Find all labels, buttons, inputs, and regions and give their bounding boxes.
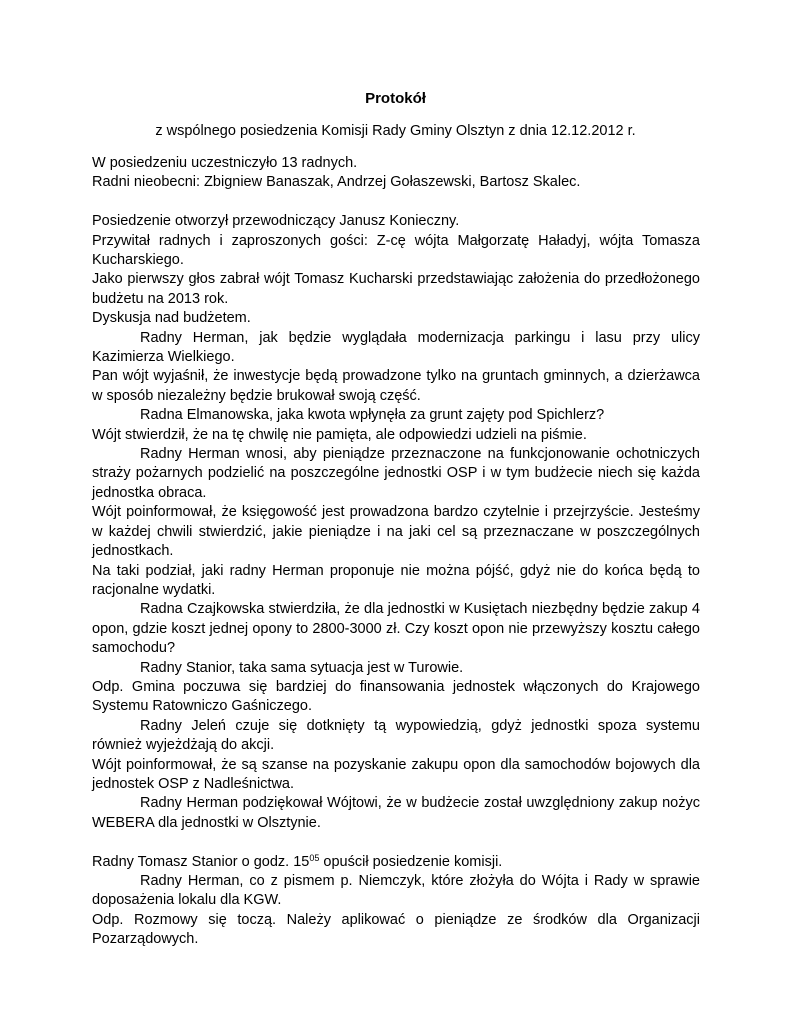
absent-councillors-paragraph: Radni nieobecni: Zbigniew Banaszak, Andrzej Gołaszewski, Bartosz Skalec.: [92, 174, 581, 191]
answer-wojt-accounting: Wójt poinformował, że księgowość jest prowadzona bardzo czytelnie i przejrzyście. Jesteśmy w każdej chwili stwierdzić, jakie pieniądze i na jaki cel są przeznaczane w poszczególnych jednostkach.: [92, 504, 700, 560]
time-minutes-superscript: 05: [309, 852, 320, 863]
discussion-paragraph: Dyskusja nad budżetem.: [92, 310, 251, 327]
spacer: [92, 193, 700, 212]
question-herman-parking: Radny Herman, jak będzie wyglądała modernizacja parkingu i lasu przy ulicy Kazimierza Wielkiego.: [92, 329, 700, 366]
answer-wojt-tyres: Wójt poinformował, że są szanse na pozyskanie zakupu opon dla samochodów bojowych dla jednostek OSP z Nadleśnictwa.: [92, 756, 700, 792]
comment-jelen: Radny Jeleń czuje się dotknięty tą wypowiedzią, gdyż jednostki spoza systemu również wyjeżdżają do akcji.: [92, 717, 700, 754]
answer-ngo-funds: Odp. Rozmowy się toczą. Należy aplikować o pieniądze ze środków dla Organizacji Pozarządowych.: [92, 911, 700, 948]
question-elmanowska: Radna Elmanowska, jaka kwota wpłynęła za grunt zajęty pod Spichlerz?: [140, 407, 605, 424]
answer-wojt-division: Na taki podział, jaki radny Herman proponuje nie można pójść, gdyż nie do końca będą to racjonalne wydatki.: [92, 562, 700, 598]
answer-wojt-investments: Pan wójt wyjaśnił, że inwestycje będą prowadzone tylko na gruntach gminnych, a dzierżawca w sposób niezależny będzie brukował swoją część.: [92, 368, 700, 404]
question-czajkowska: Radna Czajkowska stwierdziła, że dla jednostki w Kusiętach niezbędny będzie zakup 4 opon, gdzie koszt jednej opony to 2800-3000 zł. Czy koszt opon nie przewyższy kosztu całego samochodu?: [92, 601, 700, 657]
stanior-leaving-text-end: opuścił posiedzenie komisji.: [319, 853, 503, 870]
document-title: Protokół: [365, 90, 426, 107]
attendance-paragraph: W posiedzeniu uczestniczyło 13 radnych.: [92, 155, 358, 171]
spacer: [92, 833, 700, 852]
document-subtitle: z wspólnego posiedzenia Komisji Rady Gminy Olsztyn z dnia 12.12.2012 r.: [155, 123, 636, 139]
opening-paragraph: Posiedzenie otworzył przewodniczący Janusz Konieczny.: [92, 213, 460, 230]
question-herman-kgw: Radny Herman, co z pismem p. Niemczyk, które złożyła do Wójta i Rady w sprawie doposażenia lokalu dla KGW.: [92, 873, 700, 909]
comment-stanior: Radny Stanior, taka sama sytuacja jest w Turowie.: [140, 659, 464, 676]
answer-gmina: Odp. Gmina poczuwa się bardziej do finansowania jednostek włączonych do Krajowego Systemu Ratowniczo Gaśniczego.: [92, 678, 700, 715]
greeting-paragraph: Przywitał radnych i zaproszonych gości: Z-cę wójta Małgorzatę Haładyj, wójta Tomasza Kucharskiego.: [92, 232, 700, 269]
document-body: [92, 154, 700, 950]
answer-wojt-written: Wójt stwierdził, że na tę chwilę nie pamięta, ale odpowiedzi udzieli na piśmie.: [92, 426, 587, 443]
budget-presentation-paragraph: Jako pierwszy głos zabrał wójt Tomasz Kucharski przedstawiając założenia do przedłożonego budżetu na 2013 rok.: [92, 271, 700, 307]
thanks-herman: Radny Herman podziękował Wójtowi, że w budżecie został uwzględniony zakup nożyc WEBERA dla jednostki w Olsztynie.: [92, 795, 700, 831]
motion-herman-osp: Radny Herman wnosi, aby pieniądze przeznaczone na funkcjonowanie ochotniczych straży pożarnych podzielić na poszczególne jednostki OSP i w tym budżecie niech się każda jednostka obraca.: [92, 446, 700, 501]
stanior-leaving-paragraph: [92, 853, 700, 872]
stanior-leaving-text: Radny Tomasz Stanior o godz. 15: [92, 853, 310, 870]
